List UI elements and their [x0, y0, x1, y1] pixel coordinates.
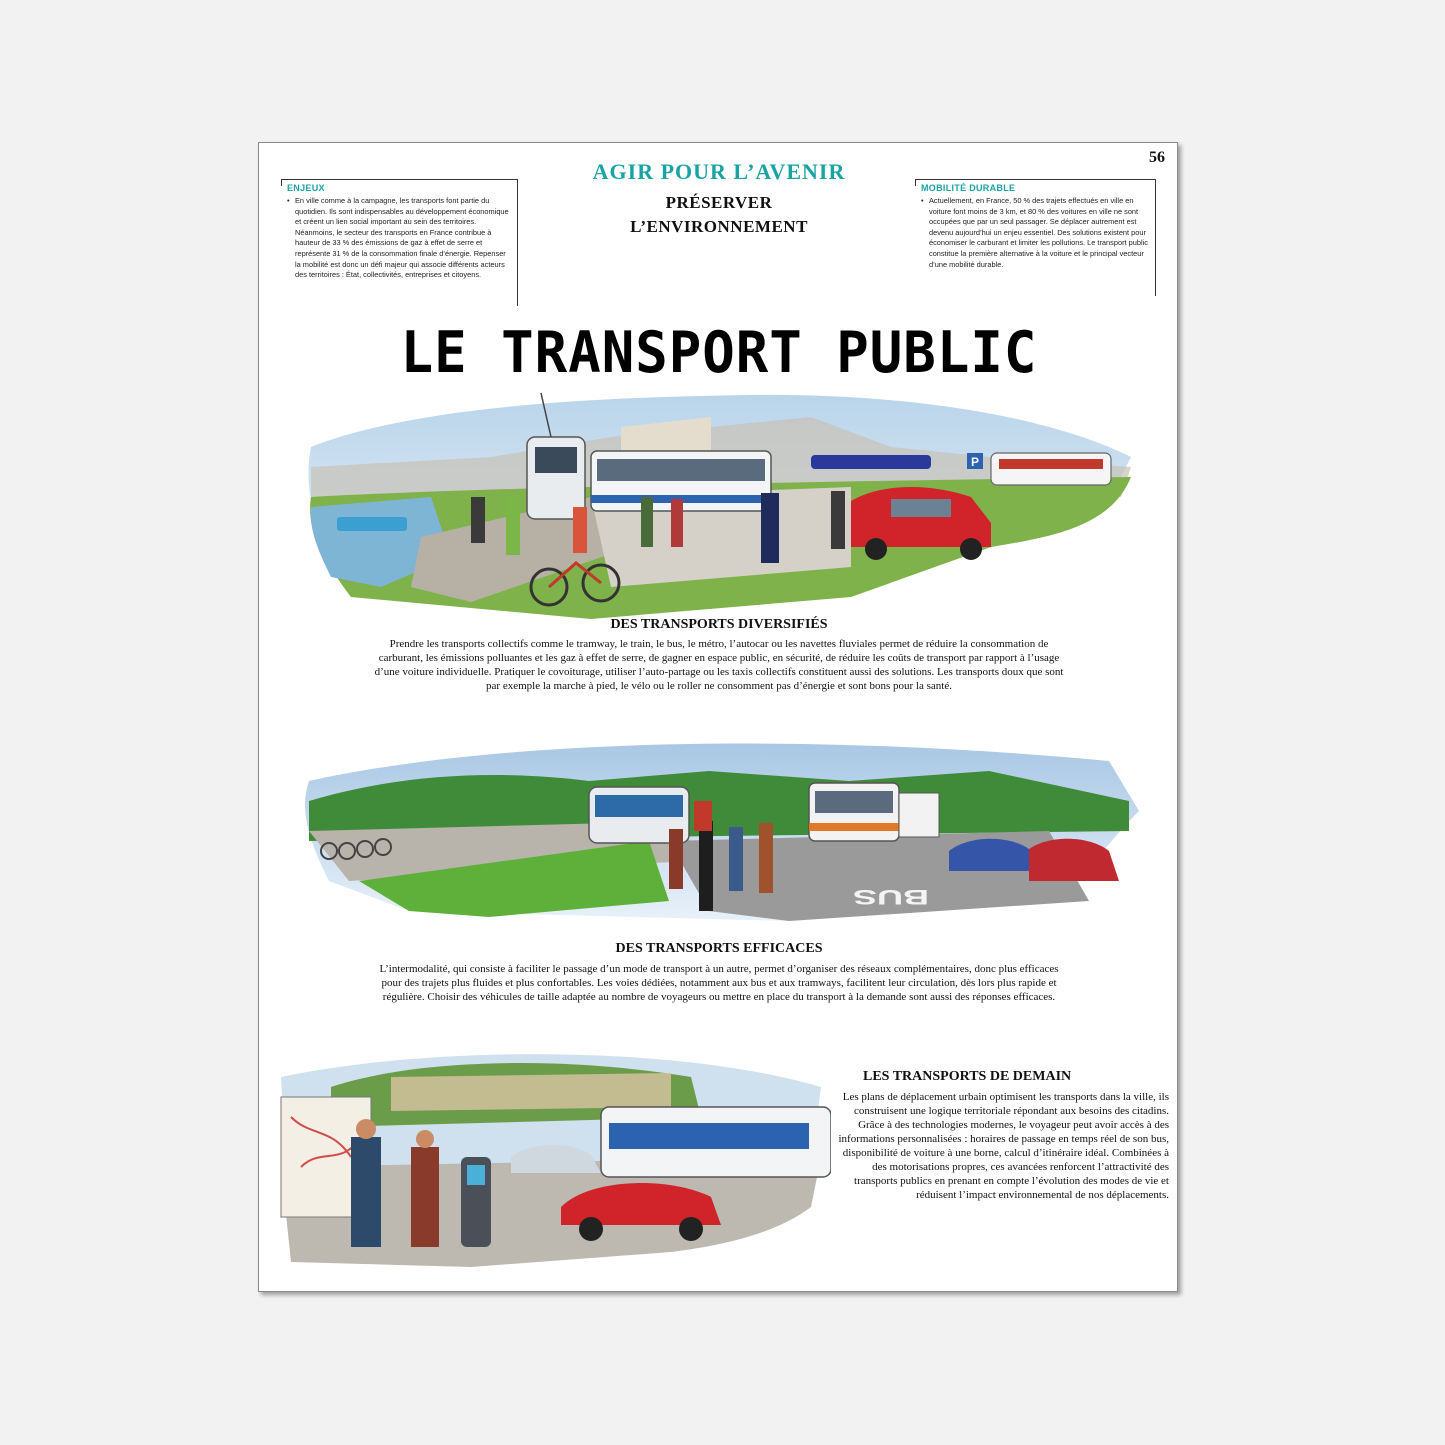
mobilite-body: • Actuellement, en France, 50 % des trajets effectués en ville en voiture font moins de 3 km, et 80 % des voitures en ville ne sont occupées que par un seul passager. Se déplacer autrement est devenu aujourd’hui un enjeu essentiel. Des solutions existent pour économiser le carburant et limiter les pollutions. Le transport public constitue la première alternative à la voiture et le principal vecteur d’une mobilité durable.: [915, 196, 1155, 270]
enjeux-box: [281, 179, 518, 306]
section-body-efficaces: L’intermodalité, qui consiste à faciliter le passage d’un mode de transport à un autre, permet d’organiser des réseaux complémentaires, donc plus efficaces pour des trajets plus fluides et plus confortables. Les voies dédiées, notamment aux bus et aux tramways, facilitent leur circulation, dès lors plus rapide et régulière. Choisir des véhicules de taille adaptée au nombre de voyageurs ou mettre en place du transport à la demande sont aussi des réponses efficaces.: [379, 963, 1059, 1003]
section-title-efficaces: DES TRANSPORTS EFFICACES: [615, 941, 823, 956]
subtitle-line-2: L’ENVIRONNEMENT: [630, 217, 808, 236]
enjeux-body: • En ville comme à la campagne, les transports font partie du quotidien. Ils sont indispensables au développement économique et créent un lien social important au sein des territoires. Néanmoins, le secteur des transports en France contribue à hauteur de 33 % des émissions de gaz à effet de serre et représente 31 % de la consommation finale d’énergie. Repenser la mobilité est donc un défi majeur qui associe différents acteurs des territoires : État, collectivités, entreprises et citoyens.: [281, 196, 517, 281]
traveller-2: [411, 1147, 439, 1247]
boat: [337, 517, 407, 531]
section-body-diversifies: Prendre les transports collectifs comme le tramway, le train, le bus, le métro, l’autocar ou les navettes fluviales permet de réduire la consommation de carburant, les émissions polluantes et les gaz à effet de serre, de gagner en espace public, en sécurité, de réduire les coûts de transport par rapport à l’usage d’une voiture individuelle. Pratiquer le covoiturage, utiliser l’auto-partage ou les taxis collectifs constituent aussi des solutions. Les transports doux que sont par exemple la marche à pied, le vélo ou le roller ne consomment pas d’énergie et sont bons pour la santé.: [374, 638, 1064, 692]
section-title-demain: LES TRANSPORTS DE DEMAIN: [863, 1069, 1072, 1084]
subtitle: [519, 191, 919, 239]
illustration-diverse-transports: [291, 387, 1151, 619]
main-title: LE TRANSPORT PUBLIC: [400, 319, 1038, 386]
mobilite-box: [915, 179, 1156, 296]
series-title: AGIR POUR L’AVENIR: [592, 159, 846, 184]
illustration-efficient-transports: [289, 731, 1149, 921]
mobilite-title: MOBILITÉ DURABLE: [921, 183, 1016, 193]
traveller-1: [351, 1137, 381, 1247]
page-number: 56: [1149, 149, 1165, 166]
subtitle-line-1: PRÉSERVER: [665, 193, 773, 212]
section-title-diversifies: DES TRANSPORTS DIVERSIFIÉS: [610, 617, 828, 632]
poster-page: [258, 142, 1178, 1292]
parking-sign: P: [971, 455, 980, 469]
section-body-demain: Les plans de déplacement urbain optimisent les transports dans la ville, ils construisent une logique territoriale répondant aux besoins des citadins. Grâce à des technologies modernes, le voyageur peut avoir accès à des informations personnalisées : horaires de passage en temps réel de son bus, disponibilité de voiture à une borne, calcul d’itinéraire idéal. Combinées à des motorisations propres, ces avancées renforcent l’attractivité des transports publics en prenant en compte l’évolution des modes de vie et réduisent l’impact environnemental de nos déplacements.: [838, 1091, 1169, 1201]
bus-lane-marking: BUS: [853, 885, 929, 910]
enjeux-title: ENJEUX: [287, 183, 325, 193]
illustration-future-transports: [271, 1047, 831, 1267]
